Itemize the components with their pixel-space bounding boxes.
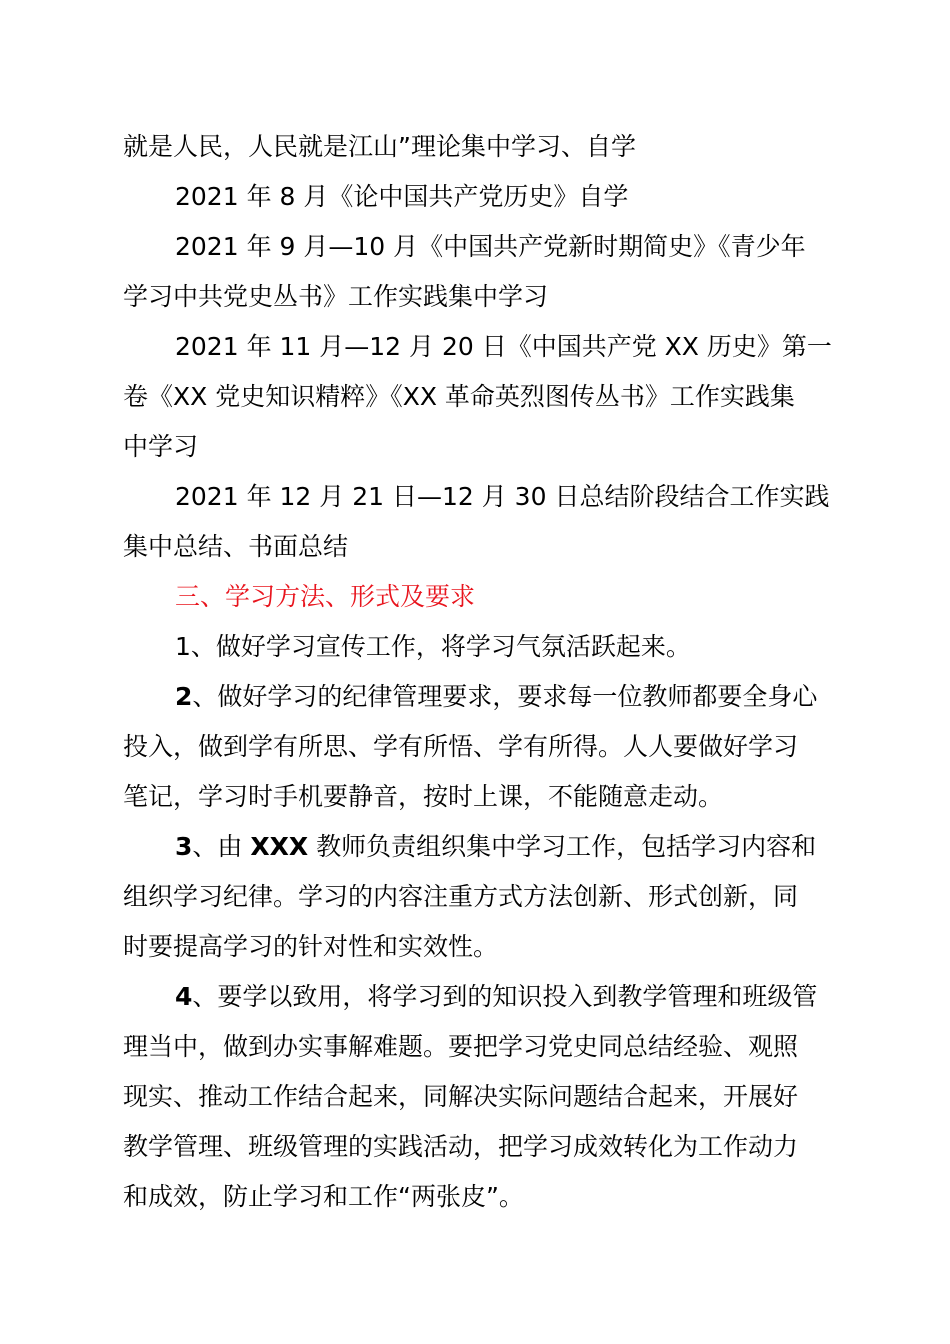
text-line-3: 2021 年 9 月—10 月《中国共产党新时期简史》《青少年	[175, 232, 806, 261]
item-3-text: 教师负责组织集中学习工作，包括学习内容和	[308, 832, 817, 861]
text-line-9: 集中总结、书面总结	[123, 532, 349, 561]
item-4-line-5: 和成效，防止学习和工作“两张皮”。	[123, 1182, 524, 1211]
item-3-line-2: 组织学习纪律。学习的内容注重方式方法创新、形式创新，同	[123, 882, 799, 911]
text-line-7: 中学习	[123, 432, 199, 461]
item-4-number: 4	[175, 982, 193, 1011]
item-2-line-1	[175, 681, 817, 713]
item-2-line-3: 笔记，学习时手机要静音，按时上课，不能随意走动。	[123, 782, 724, 811]
item-3-name: XXX	[250, 832, 309, 861]
text-line-1: 就是人民，人民就是江山”理论集中学习、自学	[123, 132, 636, 161]
item-4-text: 、要学以致用，将学习到的知识投入到教学管理和班级管	[192, 982, 818, 1011]
item-2-number: 2	[175, 682, 193, 711]
text-line-8: 2021 年 12 月 21 日—12 月 30 日总结阶段结合工作实践	[175, 482, 830, 511]
item-2-line-2: 投入，做到学有所思、学有所悟、学有所得。人人要做好学习	[123, 732, 799, 761]
item-4-line-3: 现实、推动工作结合起来，同解决实际问题结合起来，开展好	[123, 1082, 799, 1111]
item-1-line-1: 1、做好学习宣传工作，将学习气氛活跃起来。	[175, 632, 691, 661]
item-3-number: 3	[175, 832, 193, 861]
section-heading: 三、学习方法、形式及要求	[175, 582, 476, 611]
item-4-line-2: 理当中，做到办实事解难题。要把学习党史同总结经验、观照	[123, 1032, 799, 1061]
text-line-5: 2021 年 11 月—12 月 20 日《中国共产党 XX 历史》第一	[175, 332, 832, 361]
item-2-text: 、做好学习的纪律管理要求，要求每一位教师都要全身心	[192, 682, 818, 711]
item-3-prefix: 、由	[192, 832, 251, 861]
text-line-4: 学习中共党史丛书》工作实践集中学习	[123, 282, 549, 311]
item-4-line-1	[175, 981, 817, 1013]
item-3-line-1	[175, 831, 816, 863]
text-line-2: 2021 年 8 月《论中国共产党历史》自学	[175, 182, 629, 211]
item-3-line-3: 时要提高学习的针对性和实效性。	[123, 932, 499, 961]
item-4-line-4: 教学管理、班级管理的实践活动，把学习成效转化为工作动力	[123, 1132, 799, 1161]
text-line-6: 卷《XX 党史知识精粹》《XX 革命英烈图传丛书》工作实践集	[123, 382, 795, 411]
